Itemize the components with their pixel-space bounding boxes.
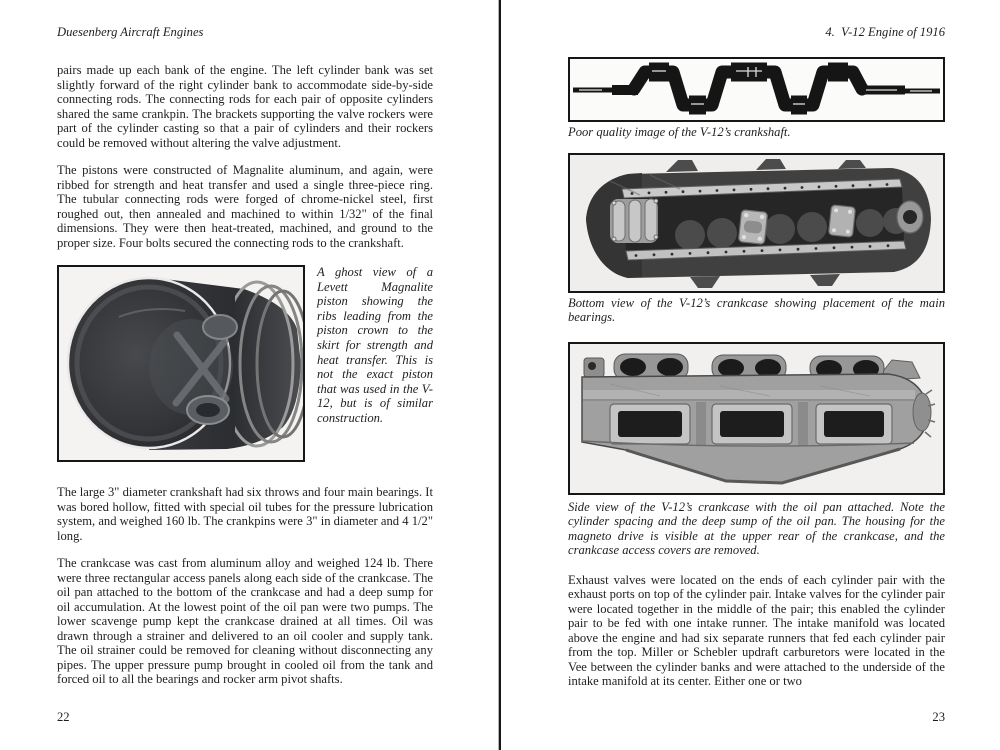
left-page [57,25,433,687]
page-divider [498,0,501,750]
page-number-right: 23 [932,710,945,724]
piston-photo-graphic [59,267,305,460]
right-running-header: 4. V-12 Engine of 1916 [825,25,945,39]
crankcase-bottom-caption: Bottom view of the V-12’s crankcase showing placement of the main bearings. [568,295,945,324]
piston-figure [57,265,433,462]
crankcase-side-graphic [570,344,943,493]
right-paragraph-1: Exhaust valves were located on the ends of each cylinder pair with the exhaust ports on top of the cylinder pair. Intake valves for the cylinder pair were located together in the middle of the pair; this enabled the cylinder pair to be fed with one intake runner. The intake manifold was located above the engine and had six separate runners that fed each cylinder pair from the top. Miller or Schebler updraft carburetors were located in the Vee between the cylinder banks and were attached to the underside of the intake manifold at its center. Either one or two [568,572,945,688]
crankcase-side-caption: Side view of the V-12’s crankcase with the oil pan attached. Note the cylinder spacing and the deep sump of the oil pan. The housing for the magneto drive is visible at the upper rear of the crankcase, and the crankcase access covers are removed. [568,499,945,557]
right-page [568,25,945,689]
crankcase-bottom-graphic [570,155,943,291]
crankcase-side-photo [568,342,945,495]
left-paragraph-2: The pistons were constructed of Magnalite aluminum, and again, were ribbed for strength and heat transfer and used a single three-piece ring. The tubular connecting rods were forged of chrome-nickel steel, first roughed out, then annealed and machined to within 1/32" of the final dimensions. They were then heat-treated, machined, and ground to the proper size. Four bolts secured the connecting rods to the crankshaft. [57,163,433,250]
crankshaft-drawing-graphic [570,59,943,120]
left-running-header: Duesenberg Aircraft Engines [57,25,204,39]
piston-caption: A ghost view of a Levett Magnalite piston showing the ribs leading from the piston crown to the skirt for strength and heat transfer. This is not the exact piston that was used in the V-12, but is of similar construction. [316,265,433,425]
left-paragraph-1: pairs made up each bank of the engine. The left cylinder bank was set slightly forward of the right cylinder bank to accommodate side-by-side connecting rods. The connecting rods for each pair of opposite cylinders shared the same crankpin. The brackets supporting the valve rockers were part of the cylinder casting so that a pair of cylinders and their rockers could be removed without altering the valve adjustment. [57,63,433,150]
crankcase-bottom-photo [568,153,945,293]
piston-photo [57,265,305,462]
crankshaft-figure [568,57,945,122]
page-number-left: 22 [57,710,70,724]
left-paragraph-4: The crankcase was cast from aluminum alloy and weighed 124 lb. There were three rectangular access panels along each side of the crankcase. The oil pan attached to the bottom of the crankcase and had a deep sump for oil accumulation. At the lowest point of the oil pan were two pumps. The lower scavenge pump kept the crankcase drained at all times. Oil was drawn through a strainer and delivered to an oil cooler and supply tank. The oil strainer could be removed for cleaning without disconnecting any pipes. The upper pressure pump brought in cooled oil from the tank and forced oil to all the bearings and rocker arm pivot shafts. [57,556,433,686]
crankshaft-caption: Poor quality image of the V-12’s crankshaft. [568,125,791,139]
left-paragraph-3: The large 3" diameter crankshaft had six throws and four main bearings. It was bored hollow, fitted with special oil tubes for the pressure lubrication system, and weighed 160 lb. The crankpins were 3" in diameter and 4 1/2" long. [57,485,433,543]
